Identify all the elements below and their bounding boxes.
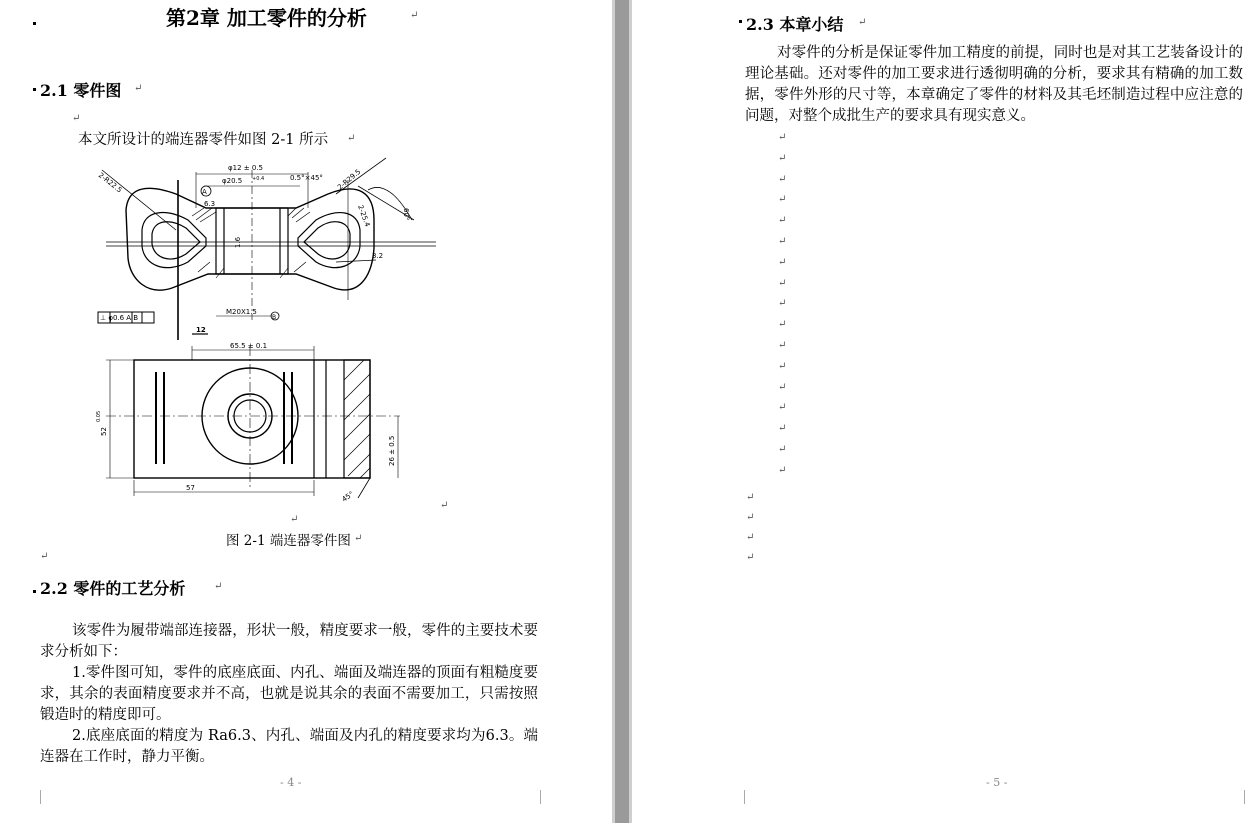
chamfer-45: 45° — [340, 489, 356, 504]
summary-paragraph: 对零件的分析是保证零件加工精度的前提，同时也是对其工艺装备设计的理论基础。还对零件的加工要求进行透彻明确的分析，要求其有精确的加工数据，零件外形的尺寸等，本章确定了零件的材料及其毛坯制造过程中应注意的问题，对整个成批生产的要求具有现实意义。 — [745, 45, 1243, 124]
radius-right: 2-R29.5 — [336, 167, 363, 192]
dim-57: 57 — [186, 484, 195, 492]
paragraph-mark: ↵ — [778, 132, 787, 143]
paragraph-mark: ↵ — [778, 465, 787, 476]
paragraph-mark: ↵ — [134, 83, 143, 94]
heading-bullet — [33, 590, 36, 593]
paragraph-mark: ↵ — [410, 10, 419, 21]
paragraph-mark: ↵ — [354, 533, 363, 544]
paragraph-mark: ↵ — [858, 17, 867, 28]
margin-corner — [540, 790, 541, 804]
svg-text:A: A — [202, 188, 207, 196]
angle-60: 60° — [402, 208, 410, 221]
ra-top: 6.3 — [204, 200, 216, 208]
radius-mid: 2-25.4 — [356, 203, 372, 228]
figure-caption: 图 2-1 端连器零件图 — [226, 533, 351, 549]
heading-bullet — [33, 22, 36, 25]
paragraph-mark: ↵ — [778, 278, 787, 289]
paragraph-mark: ↵ — [778, 319, 787, 330]
paragraph-mark: ↵ — [778, 153, 787, 164]
heading-bullet — [739, 20, 742, 23]
chapter-title: 第2章 加工零件的分析 — [166, 6, 367, 30]
dim-52: 52 — [100, 427, 108, 436]
paragraph-mark: ↵ — [778, 257, 787, 268]
paragraph-1: 该零件为履带端部连接器，形状一般，精度要求一般，零件的主要技术要求分析如下： — [40, 623, 538, 660]
page-4 — [0, 0, 612, 823]
page-number: - 5 - — [986, 776, 1008, 789]
paragraph-mark: ↵ — [746, 512, 755, 523]
svg-text:B: B — [272, 314, 277, 321]
dim-d12: φ12 ± 0.5 — [228, 164, 263, 172]
dim-65-5: 65.5 ± 0.1 — [230, 342, 268, 350]
paragraph-2: 1.零件图可知，零件的底座底面、内孔、端面及端连器的顶面有粗糙度要求，其余的表面精度要求并不高，也就是说其余的表面不需要加工，只需按照锻造时的精度即可。 — [40, 665, 538, 723]
margin-corner — [1244, 790, 1245, 804]
dim-d20-5-tol: +0.4 — [252, 176, 265, 182]
page-gutter — [612, 0, 632, 823]
ra-inner: 3.2 — [372, 252, 384, 260]
margin-corner — [40, 790, 41, 804]
intro-text: 本文所设计的端连器零件如图 2-1 所示 — [78, 132, 329, 148]
dim-12: 12 — [196, 326, 206, 334]
paragraph-mark: ↵ — [40, 551, 49, 562]
paragraph-mark: ↵ — [746, 532, 755, 543]
paragraph-mark: ↵ — [746, 492, 755, 503]
paragraph-mark: ↵ — [440, 500, 449, 511]
paragraph-mark: ↵ — [290, 514, 299, 525]
paragraph-mark: ↵ — [214, 581, 223, 592]
dim-d20-5: φ20.5 — [222, 177, 243, 185]
paragraph-3: 2.底座底面的精度为 Ra6.3、内孔、端面及内孔的精度要求均为6.3。端连器在工作时，静力平衡。 — [40, 728, 538, 765]
paragraph-mark: ↵ — [778, 382, 787, 393]
paragraph-mark: ↵ — [778, 361, 787, 372]
margin-corner — [744, 790, 745, 804]
section-title-2-2: 2.2 零件的工艺分析 — [40, 579, 186, 598]
section-title-2-1: 2.1 零件图 — [40, 81, 122, 100]
paragraph-mark: ↵ — [778, 402, 787, 413]
dim-26: 26 ± 0.5 — [388, 435, 396, 466]
dim-52-tol: 0.05 — [96, 410, 102, 422]
tolerance-frame: ⊥ φ0.6 A B — [100, 314, 139, 322]
paragraph-mark: ↵ — [778, 174, 787, 185]
paragraph-mark: ↵ — [347, 133, 356, 144]
dim-chamfer: 0.5°×45° — [290, 174, 323, 182]
dim-thread: M20X1.5 — [226, 308, 257, 316]
paragraph-mark: ↵ — [778, 423, 787, 434]
part-drawing — [96, 150, 456, 512]
paragraph-mark: ↵ — [746, 552, 755, 563]
paragraph-mark: ↵ — [778, 444, 787, 455]
paragraph-mark: ↵ — [72, 113, 81, 124]
page-number: - 4 - — [280, 776, 302, 789]
paragraph-mark: ↵ — [778, 194, 787, 205]
page-5 — [632, 0, 1256, 823]
paragraph-mark: ↵ — [778, 298, 787, 309]
paragraph-mark: ↵ — [778, 215, 787, 226]
radius-left: 2-R22.5 — [96, 171, 124, 195]
paragraph-mark: ↵ — [778, 236, 787, 247]
section-title-2-3: 2.3 本章小结 — [746, 15, 844, 34]
paragraph-mark: ↵ — [778, 340, 787, 351]
ra-small: 1.6 — [234, 236, 242, 248]
heading-bullet — [33, 88, 36, 91]
